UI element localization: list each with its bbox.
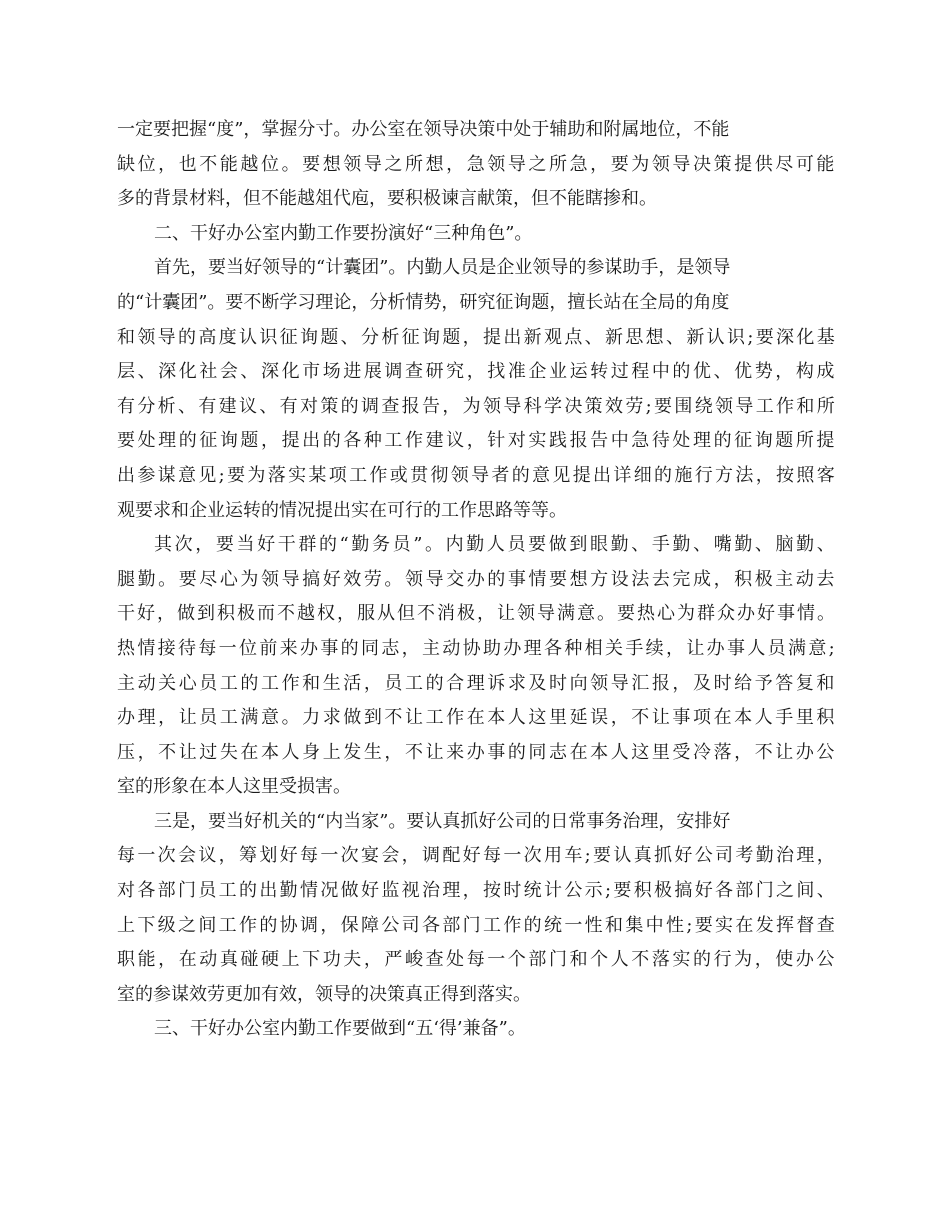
text-line: 有分析、有建议、有对策的调查报告，为领导科学决策效劳;要围绕领导工作和所 (117, 395, 838, 417)
text-line: 热情接待每一位前来办事的同志，主动协助办理各种相关手续，让办事人员满意; (117, 637, 838, 659)
text-line: 要处理的征询题，提出的各种工作建议，针对实践报告中急待处理的征询题所提 (117, 430, 837, 452)
text-line: 三是，要当好机关的“内当家”。要认真抓好公司的日常事务治理，安排好 (154, 810, 731, 832)
text-line: 二、干好办公室内勤工作要扮演好“三种角色”。 (154, 222, 533, 244)
text-line: 层、深化社会、深化市场进展调查研究，找准企业运转过程中的优、优势，构成 (117, 361, 837, 383)
text-line: 出参谋意见;要为落实某项工作或贯彻领导者的意见提出详细的施行方法，按照客 (117, 464, 838, 486)
text-line: 缺位，也不能越位。要想领导之所想，急领导之所急，要为领导决策提供尽可能 (117, 153, 837, 175)
text-line: 的“计囊团”。要不断学习理论，分析情势，研究征询题，擅长站在全局的角度 (117, 291, 730, 313)
text-line: 观要求和企业运转的情况提出实在可行的工作思路等等。 (117, 499, 567, 521)
text-line: 办理，让员工满意。力求做到不让工作在本人这里延误，不让事项在本人手里积 (117, 707, 837, 729)
body-text (117, 113, 837, 1047)
text-line: 多的背景材料，但不能越俎代庖，要积极谏言献策，但不能瞎掺和。 (117, 188, 657, 210)
text-line: 三、干好办公室内勤工作要做到“五‘得’兼备”。 (154, 1018, 526, 1040)
text-line: 主动关心员工的工作和生活，员工的合理诉求及时向领导汇报，及时给予答复和 (117, 672, 837, 694)
text-line: 其次，要当好干群的“勤务员”。内勤人员要做到眼勤、手勤、嘴勤、脑勤、 (154, 534, 838, 556)
text-line: 室的形象在本人这里受损害。 (117, 776, 351, 798)
text-line: 室的参谋效劳更加有效，领导的决策真正得到落实。 (117, 983, 531, 1005)
text-line: 压，不让过失在本人身上发生，不让来办事的同志在本人这里受冷落，不让办公 (117, 741, 837, 763)
text-line: 每一次会议，筹划好每一次宴会，调配好每一次用车;要认真抓好公司考勤治理， (117, 845, 838, 867)
text-line: 干好，做到积极而不越权，服从但不消极，让领导满意。要热心为群众办好事情。 (117, 603, 837, 625)
text-line: 上下级之间工作的协调，保障公司各部门工作的统一性和集中性;要实在发挥督查 (117, 914, 838, 936)
text-line: 腿勤。要尽心为领导搞好效劳。领导交办的事情要想方设法去完成，积极主动去 (117, 568, 837, 590)
text-line: 首先，要当好领导的“计囊团”。内勤人员是企业领导的参谋助手，是领导 (154, 257, 731, 279)
text-line: 和领导的高度认识征询题、分析征询题，提出新观点、新思想、新认识;要深化基 (117, 326, 838, 348)
text-line: 一定要把握“度”，掌握分寸。办公室在领导决策中处于辅助和附属地位，不能 (117, 119, 730, 140)
text-line: 职能，在动真碰硬上下功夫，严峻查处每一个部门和个人不落实的行为，使办公 (117, 949, 837, 971)
text-line: 对各部门员工的出勤情况做好监视治理，按时统计公示;要积极搞好各部门之间、 (117, 880, 838, 902)
